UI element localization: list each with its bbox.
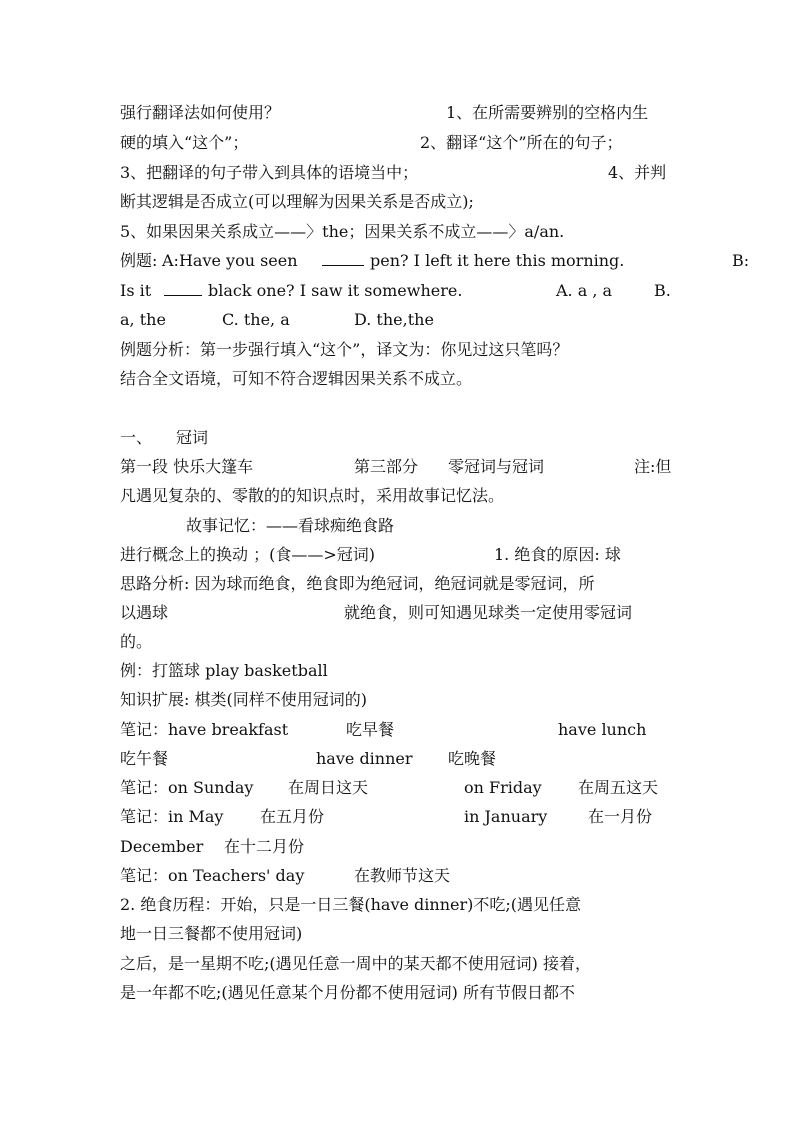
text-segment: 笔记：on Teachers' day xyxy=(120,866,305,885)
text-segment: on Friday xyxy=(464,778,542,797)
text-segment: 的。 xyxy=(120,632,153,651)
text-segment: December xyxy=(120,837,204,856)
text-segment: 1. 绝食的原因: 球 xyxy=(494,545,621,564)
example-label: 例题: xyxy=(120,251,158,270)
text-segment: 4、并判 xyxy=(608,163,667,182)
text-segment: black one? I saw it somewhere. xyxy=(208,281,463,300)
text-segment: 注:但 xyxy=(634,457,672,476)
answer-blank xyxy=(322,251,364,266)
text-segment: 之后，是一星期不吃;(遇见任意一周中的某天都不使用冠词) 接着， xyxy=(120,954,591,973)
text-segment: 吃午餐 xyxy=(120,749,169,768)
text-segment: 2、翻译“这个”所在的句子； xyxy=(420,133,623,152)
text-segment: 在十二月份 xyxy=(224,837,305,856)
text-segment: 在五月份 xyxy=(260,807,325,826)
text-segment: 思路分析: 因为球而绝食，绝食即为绝冠词，绝冠词就是零冠词，所 xyxy=(120,574,595,593)
text-segment: 地一日三餐都不使用冠词) xyxy=(120,924,303,943)
text-segment: 笔记：have breakfast xyxy=(120,720,289,739)
text-segment: 第一段 快乐大篷车 xyxy=(120,457,254,476)
text-segment: 在周日这天 xyxy=(288,778,369,797)
text-segment: 就绝食，则可知遇见球类一定使用零冠词 xyxy=(344,603,633,622)
text-segment: A:Have you seen xyxy=(162,251,298,270)
text-segment: 3、把翻译的句子带入到具体的语境当中； xyxy=(120,163,419,182)
answer-blank xyxy=(164,281,202,296)
text-segment: 结合全文语境，可知不符合逻辑因果关系不成立。 xyxy=(120,369,473,388)
text-segment: 凡遇见复杂的、零散的的知识点时，采用故事记忆法。 xyxy=(120,486,505,505)
text-segment: 吃晚餐 xyxy=(448,749,497,768)
text-segment: 零冠词与冠词 xyxy=(448,457,545,476)
text-segment: 例：打篮球 play basketball xyxy=(120,661,328,680)
option-a: A. a , a xyxy=(556,281,613,300)
text-segment: 第三部分 xyxy=(354,457,419,476)
section-number: 一、 xyxy=(120,428,153,447)
text-segment: 在周五这天 xyxy=(578,778,659,797)
text-segment: 是一年都不吃;(遇见任意某个月份都不使用冠词) 所有节假日都不 xyxy=(120,983,575,1002)
text-segment: 5、如果因果关系成立——〉the；因果关系不成立——〉a/an. xyxy=(120,222,565,241)
text-segment: have lunch xyxy=(558,720,647,739)
option-b: a, the xyxy=(120,310,166,329)
option-c: C. the, a xyxy=(222,310,290,329)
text-segment: 笔记：on Sunday xyxy=(120,778,254,797)
section-title: 冠词 xyxy=(176,428,209,447)
option-d: D. the,the xyxy=(354,310,434,329)
text-segment: 在一月份 xyxy=(588,807,653,826)
text-segment: have dinner xyxy=(316,749,413,768)
text-segment: 以遇球 xyxy=(120,603,169,622)
text-segment: 吃早餐 xyxy=(346,720,395,739)
text-segment: pen? I left it here this morning. xyxy=(370,251,625,270)
text-segment: 硬的填入“这个”； xyxy=(120,133,249,152)
text-segment: 例题分析：第一步强行填入“这个”，译文为：你见过这只笔吗？ xyxy=(120,340,569,359)
text-segment: 2. 绝食历程：开始，只是一日三餐(have dinner)不吃;(遇见任意 xyxy=(120,895,581,914)
text-segment: Is it xyxy=(120,281,152,300)
option-b-label: B. xyxy=(654,281,671,300)
text-segment: 在教师节这天 xyxy=(354,866,451,885)
text-segment: 断其逻辑是否成立(可以理解为因果关系是否成立); xyxy=(120,192,474,211)
text-segment: 强行翻译法如何使用？ xyxy=(120,103,281,122)
text-segment: 进行概念上的换动 ；(食——>冠词) xyxy=(120,545,375,564)
text-segment: 笔记：in May xyxy=(120,807,224,826)
text-segment: 故事记忆：——看球痴绝食路 xyxy=(186,516,395,535)
text-segment: B: xyxy=(732,251,750,270)
text-segment: 1、在所需要辨别的空格内生 xyxy=(446,103,649,122)
text-segment: 知识扩展: 棋类(同样不使用冠词的) xyxy=(120,690,367,709)
text-segment: in January xyxy=(464,807,548,826)
